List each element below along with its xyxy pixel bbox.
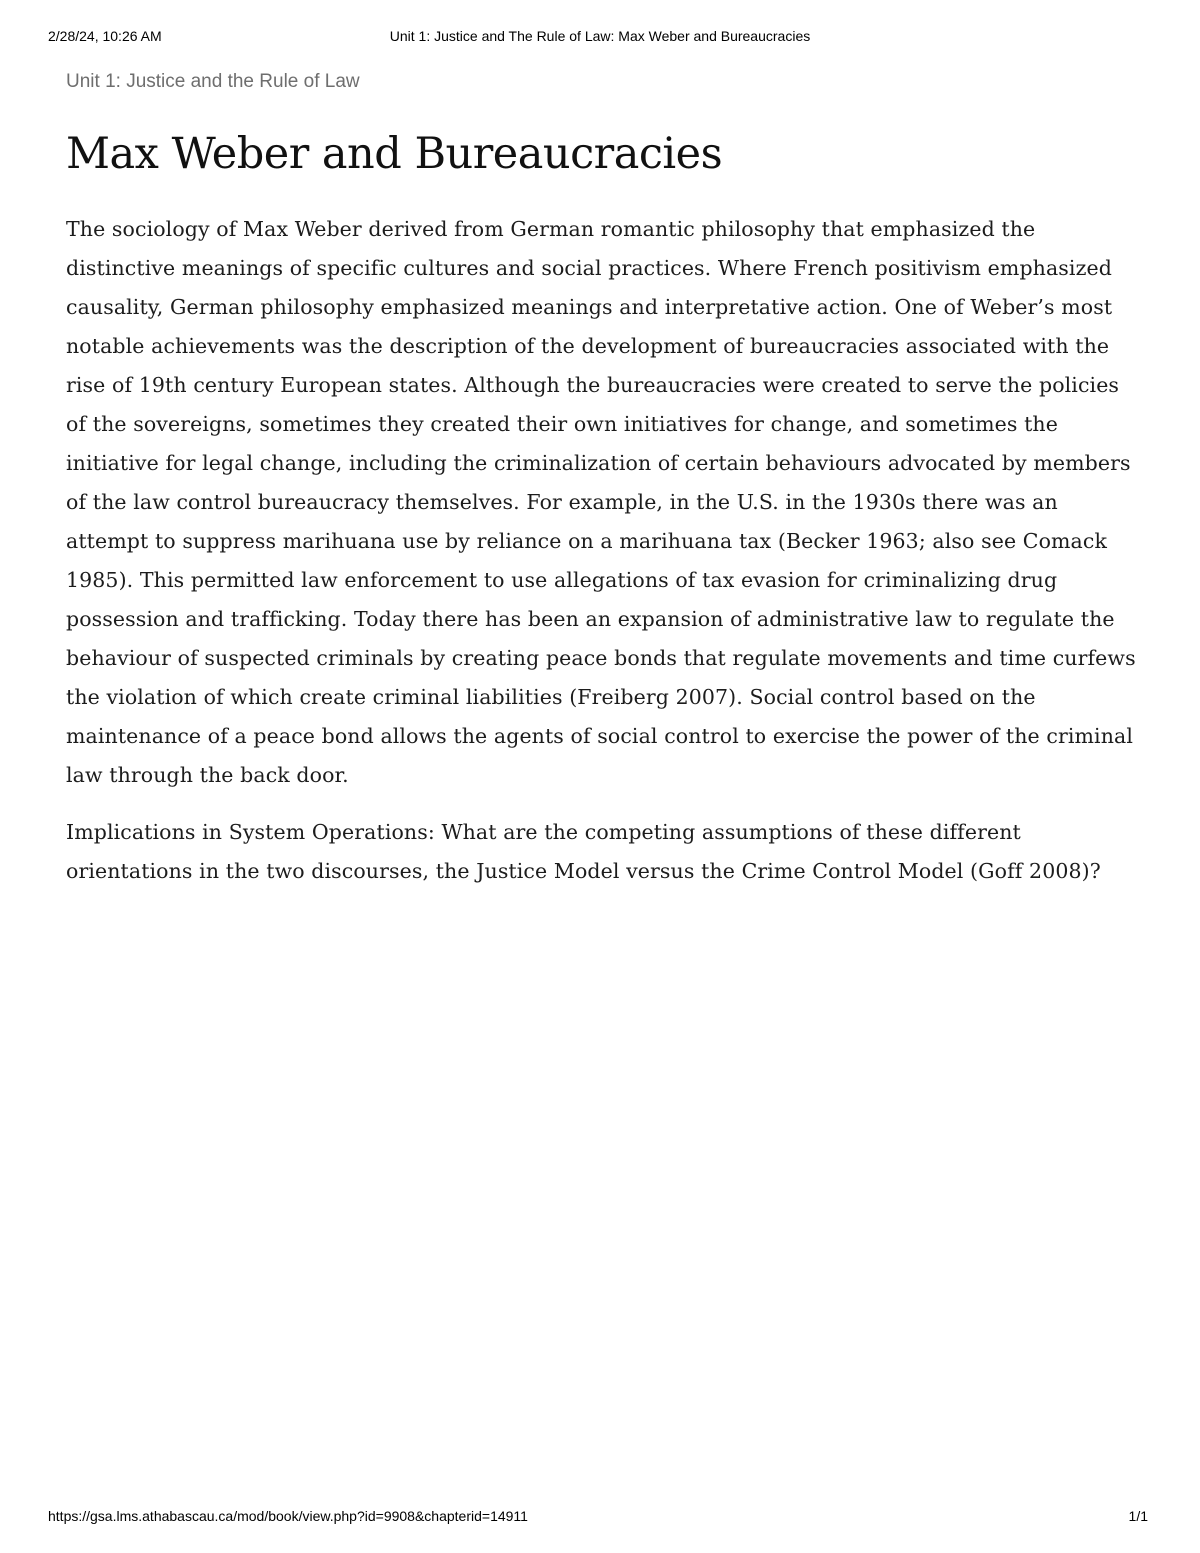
chapter-body (66, 210, 1136, 891)
print-url: https://gsa.lms.athabascau.ca/mod/book/view.php?id=9908&chapterid=14911 (48, 1508, 528, 1524)
print-page-title: Unit 1: Justice and The Rule of Law: Max Weber and Bureaucracies (389, 28, 811, 44)
print-datetime: 2/28/24, 10:26 AM (48, 28, 162, 44)
print-footer (0, 1508, 1200, 1528)
breadcrumb: Unit 1: Justice and the Rule of Law (66, 71, 360, 92)
body-paragraph: The sociology of Max Weber derived from German romantic philosophy that emphasized the distinctive meanings of specific cultures and social practices. Where French positivism emphasized causality, German philosophy emphasized meanings and interpretative action. One of Weber’s most notable achievements was the description of the development of bureaucracies associated with the rise of 19th century European states. Although the bureaucracies were created to serve the policies of the sovereigns, sometimes they created their own initiatives for change, and sometimes the initiative for legal change, including the criminalization of certain behaviours advocated by members of the law control bureaucracy themselves. For example, in the U.S. in the 1930s there was an attempt to suppress marihuana use by reliance on a marihuana tax (Becker 1963; also see Comack 1985). This permitted law enforcement to use allegations of tax evasion for criminalizing drug possession and trafficking. Today there has been an expansion of administrative law to regulate the behaviour of suspected criminals by creating peace bonds that regulate movements and time curfews the violation of which create criminal liabilities (Freiberg 2007). Social control based on the maintenance of a peace bond allows the agents of social control to exercise the power of the criminal law through the back door. (66, 217, 1136, 787)
print-header (0, 28, 1200, 48)
book-chapter (66, 68, 1136, 909)
page-number: 1/1 (1128, 1508, 1148, 1524)
chapter-title: Max Weber and Bureaucracies (66, 129, 723, 179)
body-paragraph: Implications in System Operations: What are the competing assumptions of these different orientations in the two discourses, the Justice Model versus the Crime Control Model (Goff 2008)? (66, 820, 1101, 883)
